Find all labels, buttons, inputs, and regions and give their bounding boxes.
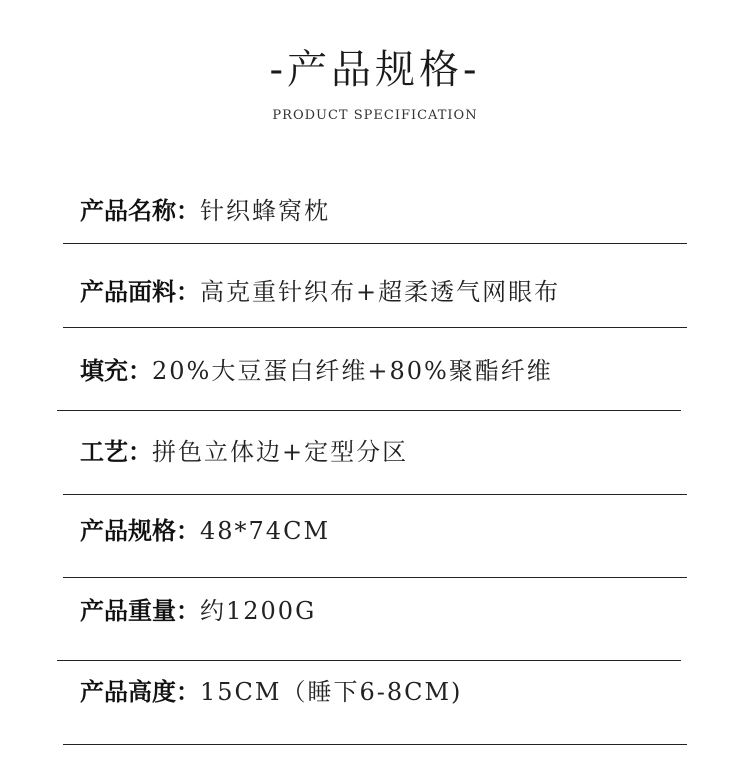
spec-row-size [80, 511, 330, 551]
spec-row-filling [80, 351, 553, 391]
spec-value: 拼色立体边+定型分区 [152, 438, 409, 466]
divider [57, 410, 681, 411]
spec-label: 产品高度： [80, 678, 200, 706]
page-title: -产品规格- [269, 47, 481, 93]
divider [63, 243, 687, 244]
spec-label: 填充： [80, 357, 152, 385]
spec-row-weight [80, 591, 316, 631]
spec-value: 高克重针织布+超柔透气网眼布 [200, 278, 561, 306]
spec-label: 产品名称： [80, 197, 200, 225]
spec-row-craft [80, 432, 408, 472]
divider [63, 577, 687, 578]
spec-value: 15CM（睡下6-8CM) [200, 678, 463, 706]
divider [63, 744, 687, 745]
spec-label: 产品重量： [80, 597, 200, 625]
spec-row-height [80, 672, 462, 712]
spec-label: 工艺： [80, 438, 152, 466]
divider [57, 660, 681, 661]
spec-value: 20%大豆蛋白纤维+80%聚酯纤维 [152, 357, 553, 385]
spec-value: 针织蜂窝枕 [200, 197, 330, 225]
spec-value: 约1200G [200, 597, 317, 625]
spec-label: 产品面料： [80, 278, 200, 306]
divider [63, 494, 687, 495]
spec-row-product-name [80, 191, 330, 231]
divider [63, 327, 687, 328]
spec-value: 48*74CM [200, 517, 331, 545]
spec-label: 产品规格： [80, 517, 200, 545]
spec-row-fabric [80, 272, 560, 312]
page-subtitle: PRODUCT SPECIFICATION [272, 108, 478, 123]
